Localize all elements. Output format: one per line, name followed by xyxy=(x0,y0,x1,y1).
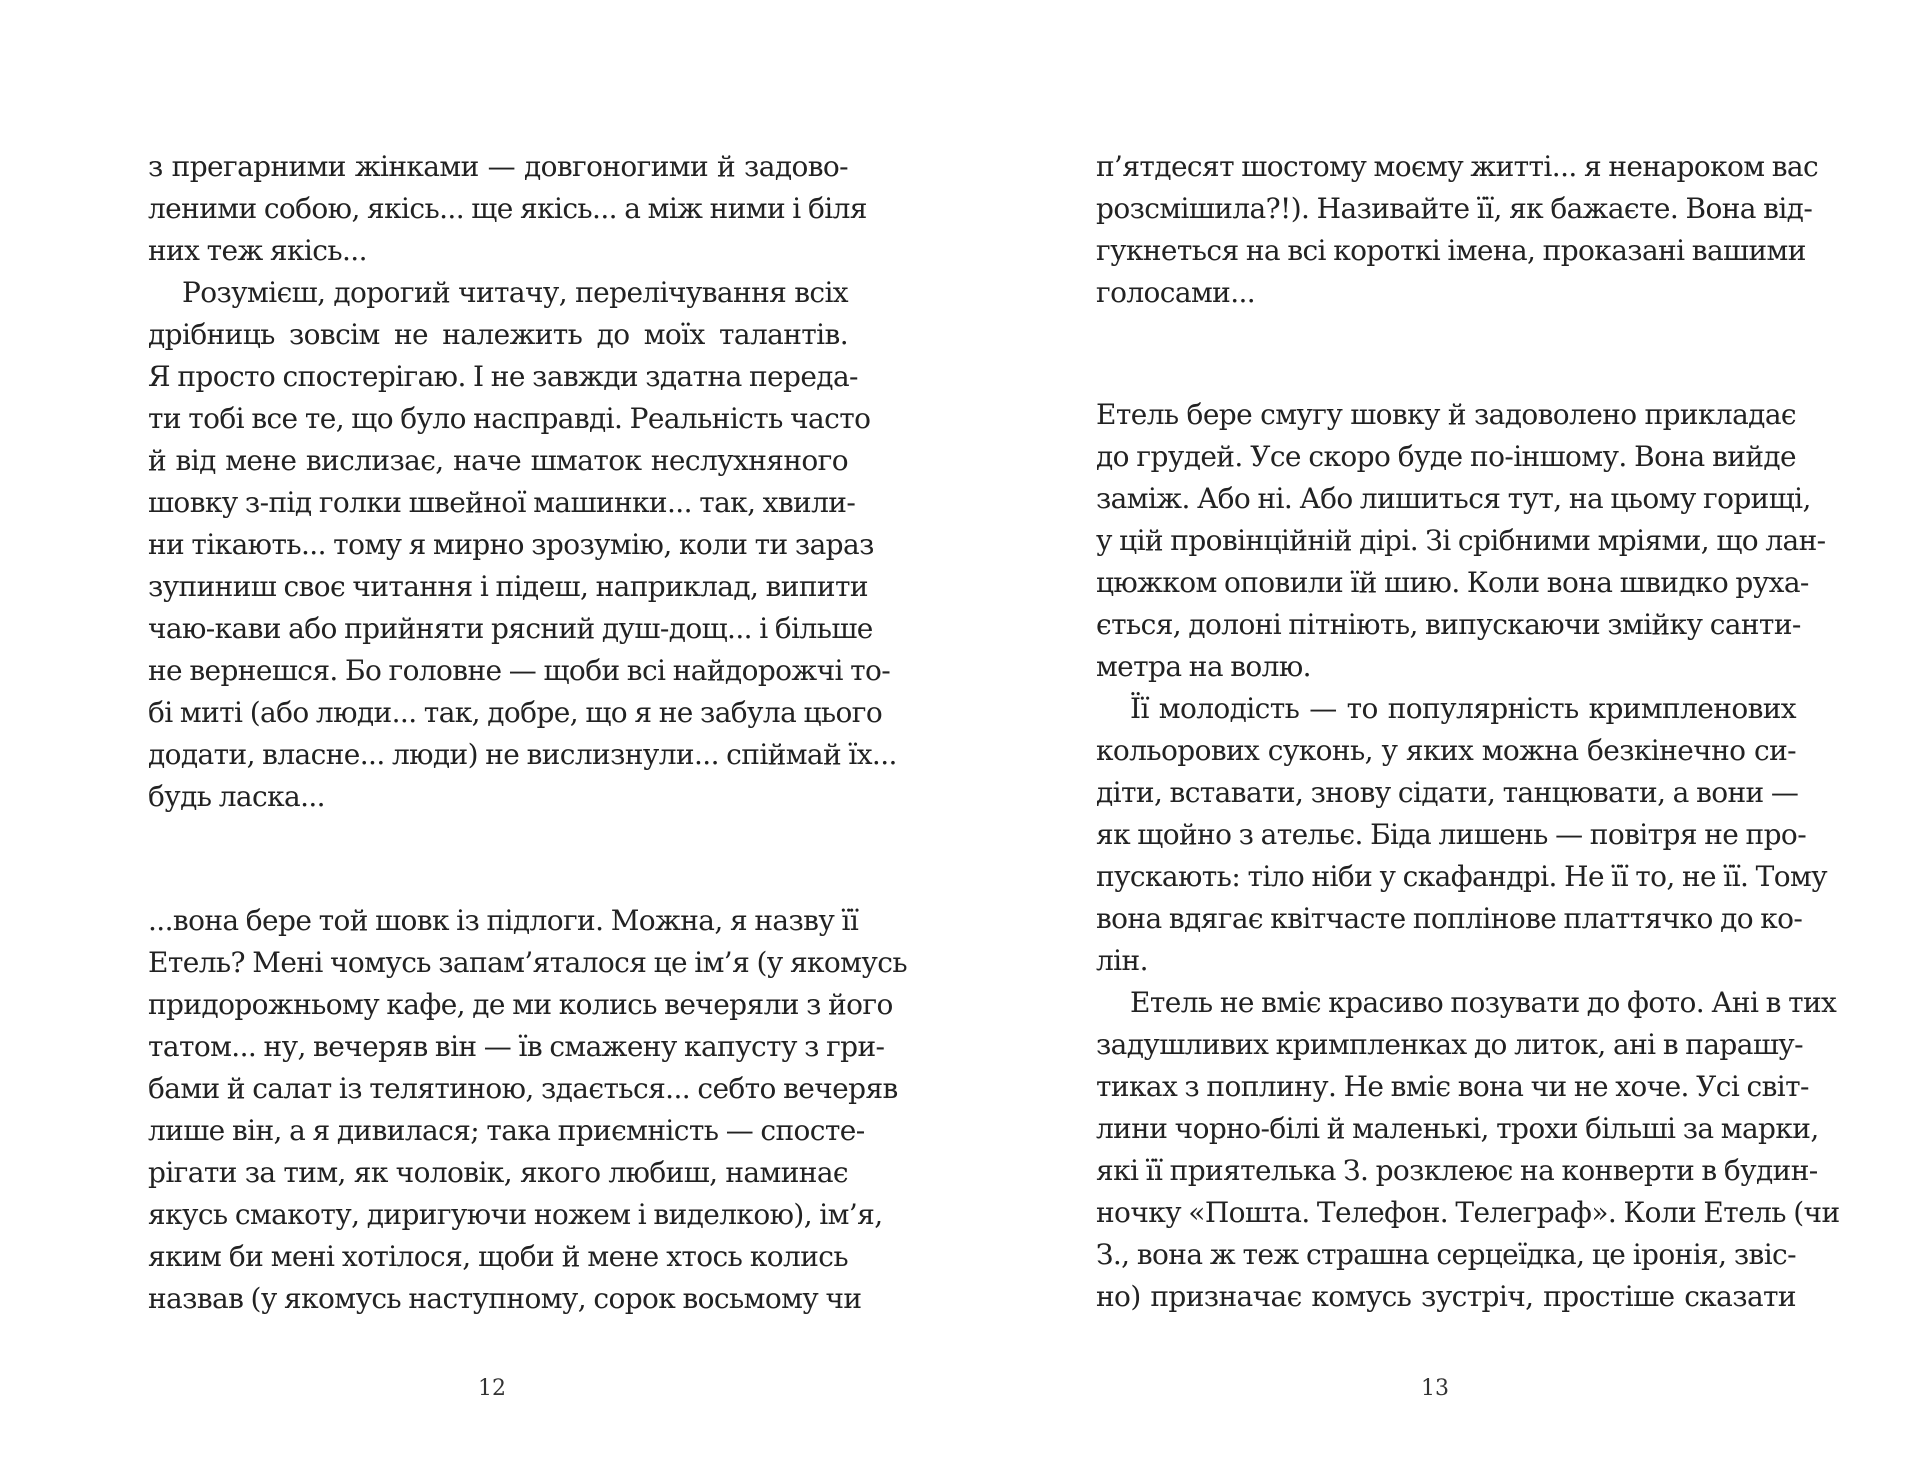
text-line: які її приятелька З. розклеює на конверти в будин- xyxy=(1096,1154,1818,1187)
text-line: задушливих кримпленках до литок, ані в парашу- xyxy=(1096,1028,1804,1061)
text-line: придорожньому кафе, де ми колись вечеряли з його xyxy=(148,988,893,1021)
text-line: метра на волю. xyxy=(1096,650,1311,683)
text-line: Розумієш, дорогий читачу, перелічування всіх xyxy=(182,276,848,309)
text-line: ночку «Пошта. Телефон. Телеграф». Коли Етель (чи xyxy=(1096,1196,1840,1229)
text-line: й від мене вислизає, наче шматок неслухняного xyxy=(148,444,848,477)
text-line: назвав (у якомусь наступному, сорок восьмому чи xyxy=(148,1282,862,1315)
text-line: у цій провінційній дірі. Зі срібними мріями, що лан- xyxy=(1096,524,1826,557)
text-line: вона вдягає квітчасте поплінове платтячко до ко- xyxy=(1096,902,1803,935)
text-line: татом... ну, вечеряв він — їв смажену капусту з гри- xyxy=(148,1030,885,1063)
text-line: лін. xyxy=(1096,944,1148,977)
right-text-block-1 xyxy=(1096,146,1819,314)
text-line: З., вона ж теж страшна серцеїдка, це іронія, звіс- xyxy=(1096,1238,1796,1271)
text-line: розсмішила?!). Називайте її, як бажаєте. Вона від- xyxy=(1096,192,1813,225)
text-line: бі миті (або люди... так, добре, що я не забула цього xyxy=(148,696,883,729)
text-line: будь ласка... xyxy=(148,780,325,813)
text-line: тиках з поплину. Не вміє вона чи не хоче. Усі світ- xyxy=(1096,1070,1809,1103)
text-line: п’ятдесят шостому моєму житті... я ненароком вас xyxy=(1096,150,1819,183)
text-line: но) призначає комусь зустріч, простіше сказати xyxy=(1096,1280,1796,1313)
text-line: чаю-кави або прийняти рясний душ-дощ... і більше xyxy=(148,612,873,645)
text-line: Етель не вміє красиво позувати до фото. Ані в тих xyxy=(1130,986,1837,1019)
text-line: гукнеться на всі короткі імена, проказані вашими xyxy=(1096,234,1806,267)
text-line: яким би мені хотілося, щоби й мене хтось колись xyxy=(148,1240,848,1273)
text-line: рігати за тим, як чоловік, якого любиш, наминає xyxy=(148,1156,848,1189)
text-line: Етель? Мені чомусь запам’яталося це ім’я (у якомусь xyxy=(148,946,907,979)
text-line: голосами... xyxy=(1096,276,1256,309)
text-line: лини чорно-білі й маленькі, трохи більші за марки, xyxy=(1096,1112,1819,1145)
text-line: дрібниць зовсім не належить до моїх талантів. xyxy=(148,318,848,351)
text-line: бами й салат із телятиною, здається... себто вечеряв xyxy=(148,1072,898,1105)
text-line: Я просто спостерігаю. І не завжди здатна переда- xyxy=(148,360,858,393)
text-line: леними собою, якісь... ще якісь... а між ними і біля xyxy=(148,192,867,225)
text-line: з прегарними жінками — довгоногими й задово- xyxy=(148,150,848,183)
right-page xyxy=(960,0,1920,1477)
page-number: 12 xyxy=(478,1376,506,1401)
text-line: ...вона бере той шовк із підлоги. Можна, я назву її xyxy=(148,904,859,937)
text-line: додати, власне... люди) не вислизнули... спіймай їх... xyxy=(148,738,897,771)
text-line: діти, вставати, знову сідати, танцювати, а вони — xyxy=(1096,776,1799,809)
text-line: ється, долоні пітніють, випускаючи змійку санти- xyxy=(1096,608,1801,641)
text-line: них теж якісь... xyxy=(148,234,367,267)
text-line: шовку з-під голки швейної машинки... так, хвили- xyxy=(148,486,856,519)
text-line: якусь смакоту, диригуючи ножем і виделкою), ім’я, xyxy=(148,1198,883,1231)
left-text-block-1 xyxy=(148,146,897,818)
text-line: ни тікають... тому я мирно зрозумію, коли ти зараз xyxy=(148,528,874,561)
text-line: як щойно з ательє. Біда лишень — повітря не про- xyxy=(1096,818,1807,851)
text-line: зупиниш своє читання і підеш, наприклад, випити xyxy=(148,570,868,603)
text-line: Її молодість — то популярність кримпленових xyxy=(1130,692,1796,725)
text-line: ти тобі все те, що було насправді. Реальність часто xyxy=(148,402,871,435)
text-line: кольорових суконь, у яких можна безкінечно си- xyxy=(1096,734,1796,767)
right-text-block-2 xyxy=(1096,394,1840,1318)
text-line: пускають: тіло ніби у скафандрі. Не її то, не її. Тому xyxy=(1096,860,1828,893)
text-line: заміж. Або ні. Або лишиться тут, на цьому горищі, xyxy=(1096,482,1811,515)
text-line: цюжком оповили їй шию. Коли вона швидко руха- xyxy=(1096,566,1809,599)
left-text-block-2 xyxy=(148,900,907,1320)
text-line: до грудей. Усе скоро буде по-іншому. Вона вийде xyxy=(1096,440,1796,473)
text-line: не вернешся. Бо головне — щоби всі найдорожчі то- xyxy=(148,654,891,687)
text-line: лише він, а я дивилася; така приємність — спосте- xyxy=(148,1114,865,1147)
page-number: 13 xyxy=(1421,1376,1449,1401)
text-line: Етель бере смугу шовку й задоволено прикладає xyxy=(1096,398,1796,431)
